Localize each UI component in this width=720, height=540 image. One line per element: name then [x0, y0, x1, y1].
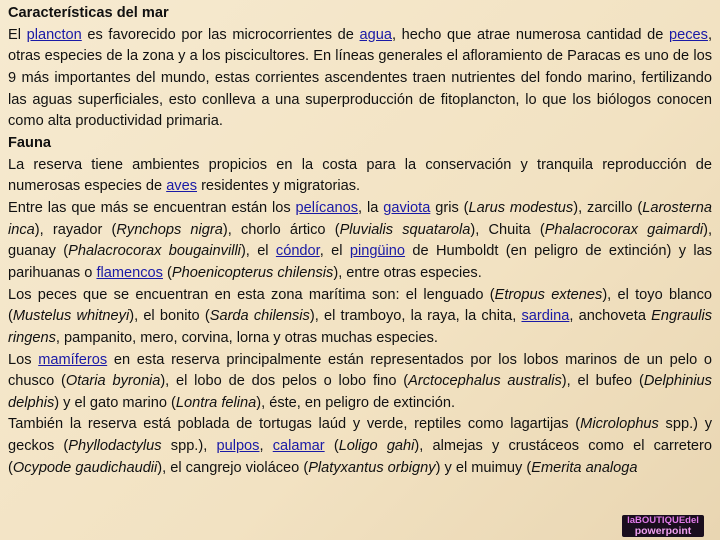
text: ), el bonito (: [129, 308, 210, 325]
link[interactable]: pelícanos: [295, 199, 359, 216]
text: , anchoveta: [569, 308, 652, 325]
text: , el: [319, 243, 350, 260]
scientific-name: Larosterna inca: [8, 199, 712, 238]
link[interactable]: plancton: [26, 26, 82, 43]
slide-text: [8, 3, 712, 479]
text: ), zarcillo (: [573, 199, 643, 216]
scientific-name: Arctocephalus australis: [408, 373, 562, 390]
text: gris (: [430, 199, 469, 216]
scientific-name: Larus modestus: [468, 199, 574, 216]
text: ), el cangrejo violáceo (: [157, 459, 309, 476]
scientific-name: Otaria byronia: [65, 373, 161, 390]
logo-line-2: powerpoint: [634, 525, 692, 537]
text: También la reserva está poblada de tortugas laúd y verde, reptiles como lagartijas (: [8, 416, 581, 433]
section-heading: [8, 3, 712, 25]
paragraph: [8, 414, 712, 479]
scientific-name: Mustelus whitneyi: [12, 308, 130, 325]
text: ), almejas y crustáceos como el carretero (: [8, 438, 713, 476]
scientific-name: Sarda chilensis: [209, 308, 310, 325]
text: ), el bufeo (: [561, 373, 644, 390]
text: ), éste, en peligro de extinción.: [256, 394, 456, 411]
text: Los: [8, 351, 39, 368]
text: ), guanay (: [8, 221, 713, 260]
text: ), entre otras especies.: [333, 264, 482, 281]
text: La reserva tiene ambientes propicios en la costa para la conservación y tranquila reproducción de numerosas especies de: [8, 156, 712, 195]
paragraph: [8, 285, 712, 350]
scientific-name: Phoenicopterus chilensis: [171, 264, 334, 281]
scientific-name: Loligo gahi: [338, 438, 415, 455]
text: en esta reserva principalmente están representados por los lobos marinos de un pelo o chusco (: [8, 351, 712, 390]
text: , la: [358, 199, 384, 216]
text: Los peces que se encuentran en esta zona marítima son: el lenguado (: [8, 286, 495, 303]
scientific-name: Lontra felina: [175, 394, 257, 411]
text: , otras especies de la zona y a los piscicultores. En líneas generales el afloramiento de Paracas es uno de los 9 más importantes del mundo, estas corrientes ascendentes traen nutrientes del fondo marino, fertilizando las aguas superficiales, esto conlleva a una superproducción de fitoplancton, lo que los biólogos conocen como alta productividad primaria.: [8, 26, 713, 130]
text: de Humboldt (en peligro de extinción) y las parihuanas o: [8, 243, 713, 281]
paragraph: [8, 25, 712, 133]
text: , hecho que atrae numerosa cantidad de: [392, 26, 669, 43]
text: (: [324, 438, 339, 455]
text: Características del mar: [8, 5, 169, 21]
scientific-name: Etropus extenes: [494, 286, 603, 303]
scientific-name: Phalacrocorax gaimardi: [544, 221, 704, 238]
text: ), el: [240, 243, 276, 260]
text: ) y el gato marino (: [54, 394, 176, 411]
link[interactable]: cóndor: [275, 243, 320, 260]
text: ,: [259, 438, 273, 455]
scientific-name: Phyllodactylus: [68, 438, 162, 455]
text: ), el tramboyo, la raya, la chita,: [309, 308, 522, 325]
link[interactable]: calamar: [272, 438, 325, 455]
section-heading: [8, 133, 712, 155]
paragraph: [8, 350, 712, 415]
link[interactable]: pingüino: [349, 243, 406, 260]
scientific-name: Platyxantus orbigny: [308, 459, 436, 476]
text: , pampanito, mero, corvina, lorna y otras muchas especies.: [55, 329, 438, 346]
text: ), Chuita (: [470, 221, 545, 238]
scientific-name: Engraulis ringens: [8, 308, 712, 346]
scientific-name: Delphinius delphis: [8, 373, 712, 411]
scientific-name: Rynchops nigra: [116, 221, 223, 238]
text: Entre las que más se encuentran están los: [8, 199, 296, 216]
link[interactable]: aves: [166, 178, 198, 195]
scientific-name: Pluvialis squatarola: [339, 221, 471, 238]
text: spp.) y geckos (: [8, 416, 712, 455]
text: residentes y migratorias.: [197, 178, 361, 195]
text: El: [8, 26, 27, 43]
text: spp.),: [161, 438, 217, 455]
boutique-powerpoint-logo: [622, 515, 704, 537]
logo-line-1: laBOUTIQUEdel: [627, 515, 699, 526]
paragraph: [8, 198, 712, 285]
scientific-name: Emerita analoga: [531, 459, 638, 476]
paragraph: [8, 155, 712, 198]
link[interactable]: flamencos: [96, 264, 163, 281]
scientific-name: Microlophus: [580, 416, 659, 433]
text: ), chorlo ártico (: [222, 221, 340, 238]
text: ), el lobo de dos pelos o lobo fino (: [160, 373, 409, 390]
text: ), rayador (: [34, 221, 117, 238]
scientific-name: Ocypode gaudichaudii: [12, 459, 158, 476]
link[interactable]: sardina: [521, 308, 570, 325]
text: (: [162, 264, 172, 281]
link[interactable]: agua: [359, 26, 392, 43]
link[interactable]: peces: [669, 26, 708, 43]
text: ), el toyo blanco (: [8, 286, 712, 325]
link[interactable]: gaviota: [383, 199, 431, 216]
scientific-name: Phalacrocorax bougainvilli: [68, 243, 241, 260]
link[interactable]: mamíferos: [38, 351, 108, 368]
link[interactable]: pulpos: [216, 438, 260, 455]
text: Fauna: [8, 134, 51, 151]
text: es favorecido por las microcorrientes de: [81, 26, 360, 43]
text: ) y el muimuy (: [435, 459, 532, 476]
